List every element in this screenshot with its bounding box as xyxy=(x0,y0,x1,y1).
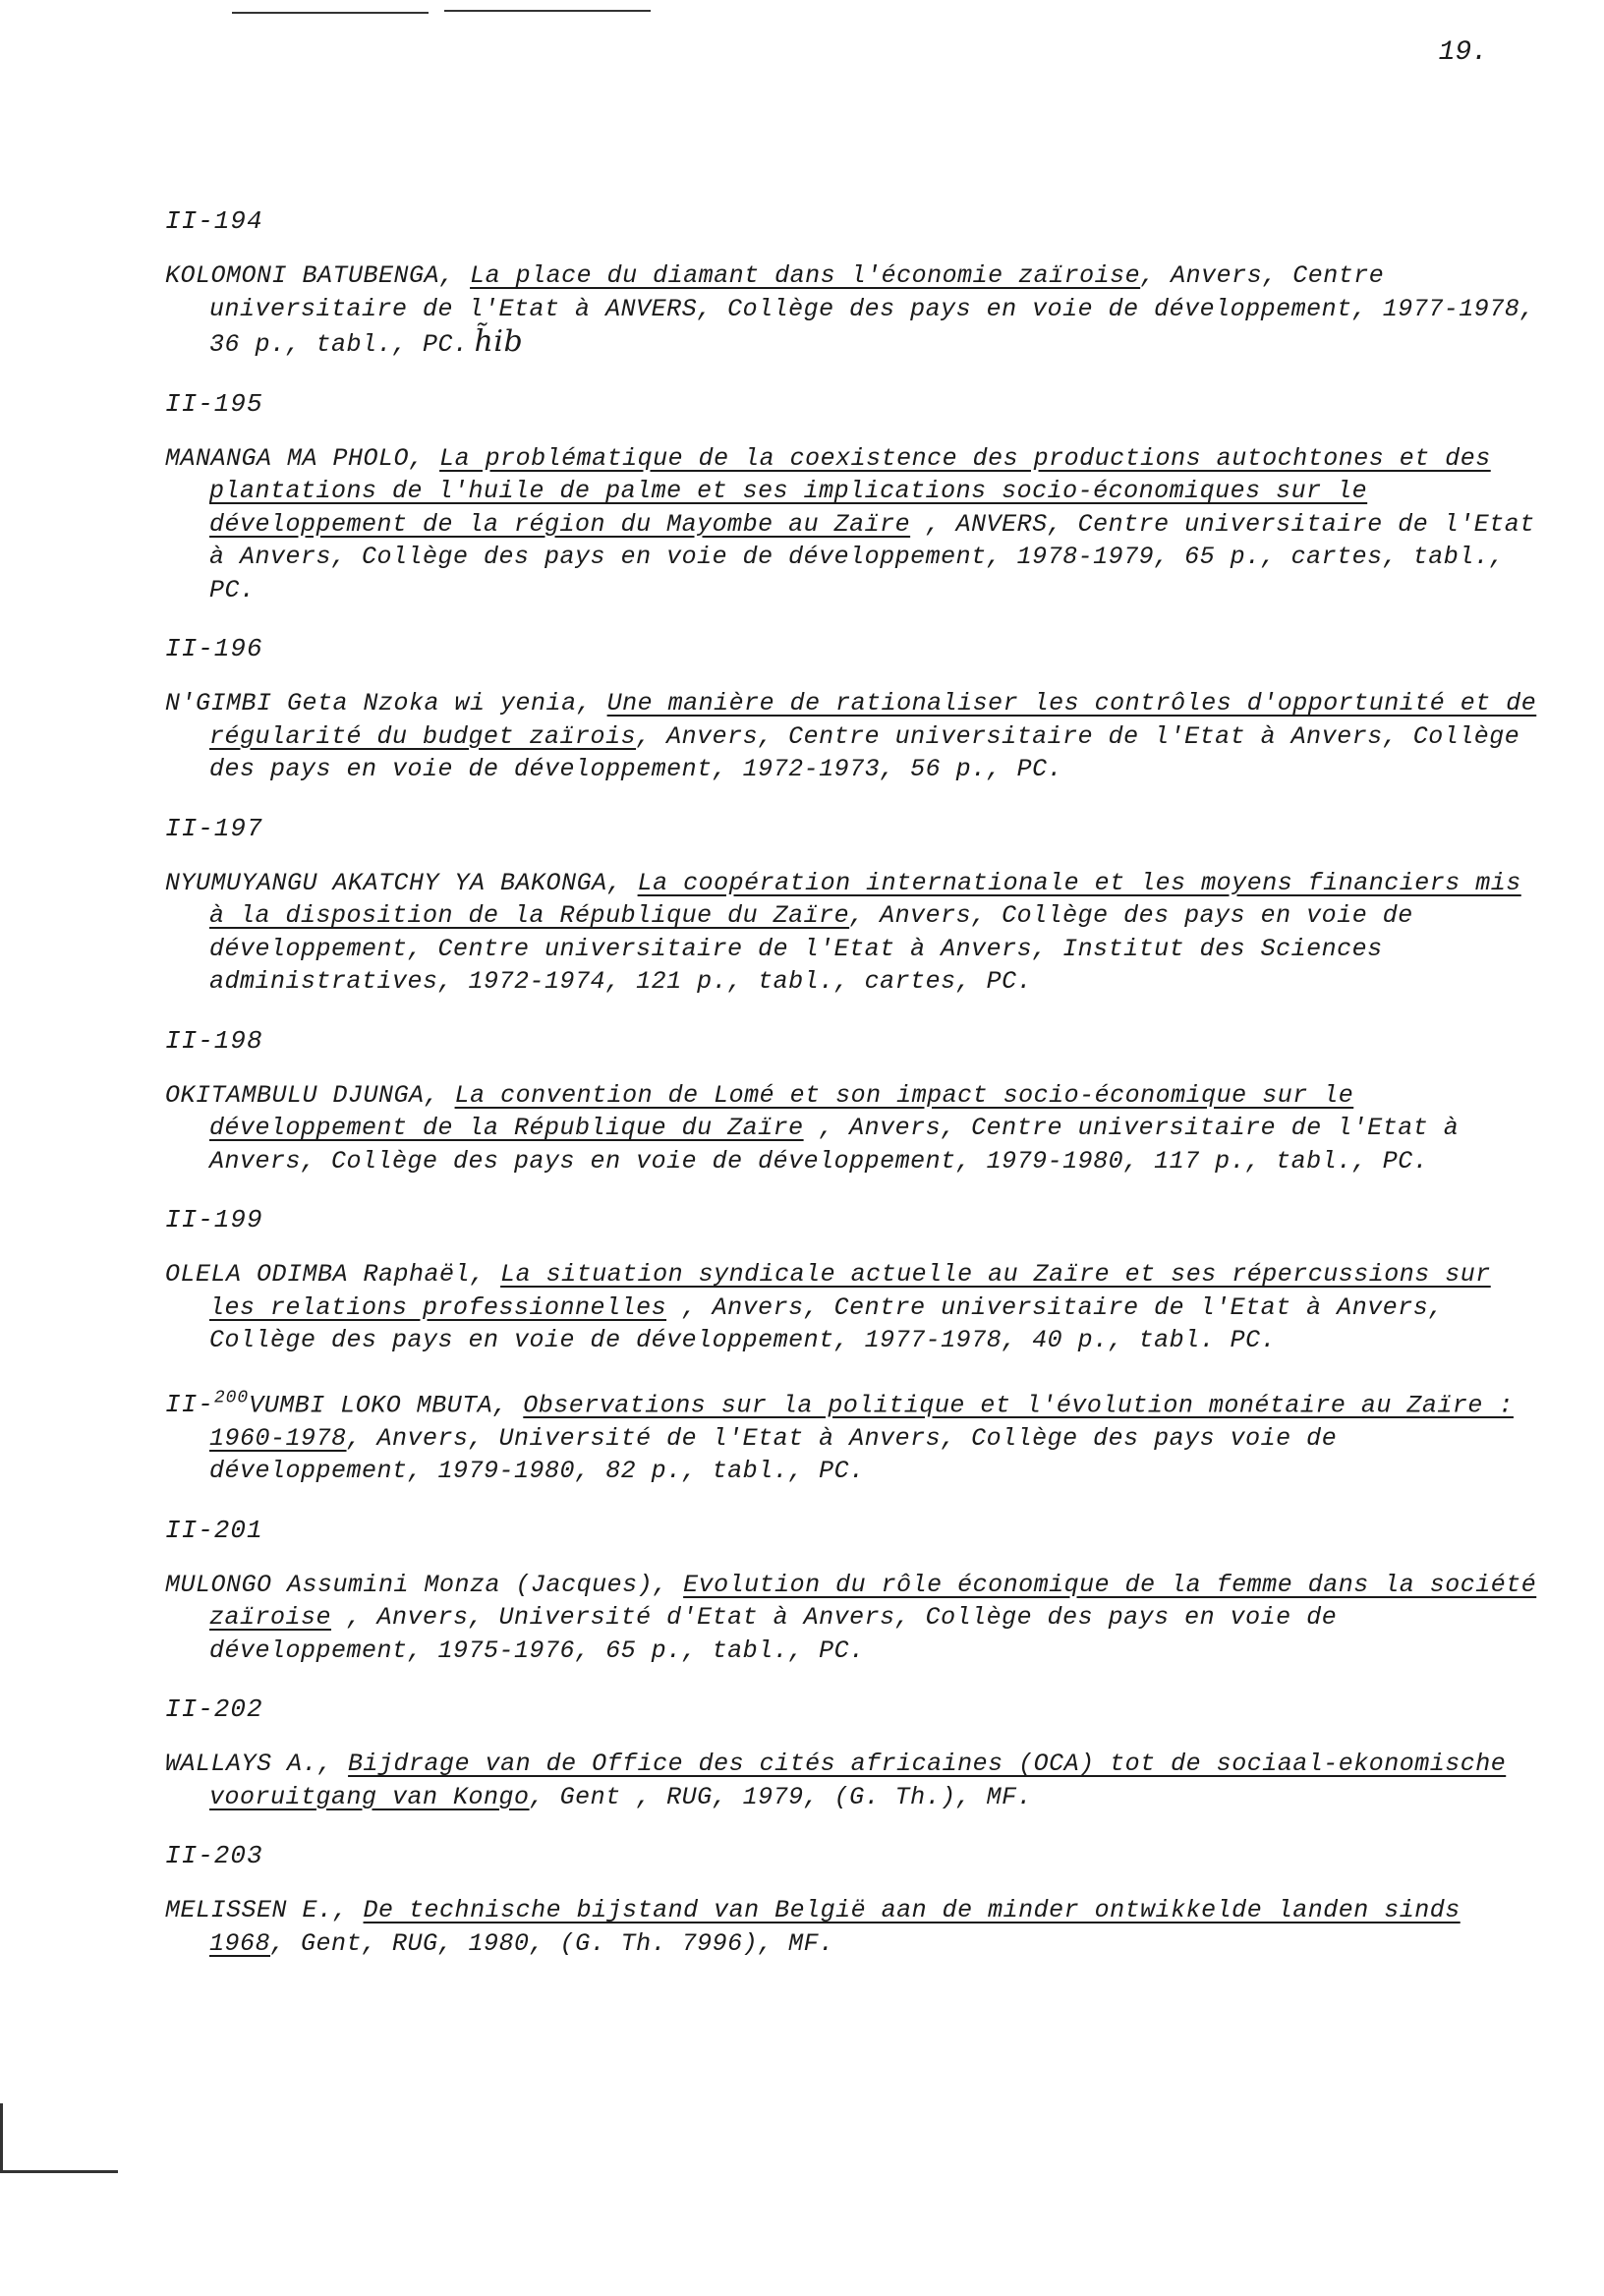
entry-text: OLELA ODIMBA Raphaël, La situation syndicale actuelle au Zaïre et ses répercussions sur les relations professionnelles , Anvers, Centre universitaire de l'Etat à Anvers, Collège des pays en voie de développement, 1977-1978, 40 p., tabl. PC. xyxy=(165,1260,1491,1354)
entry-author: MULONGO Assumini Monza (Jacques) xyxy=(165,1570,654,1599)
entry-text: WALLAYS A., Bijdrage van de Office des cités africaines (OCA) tot de sociaal-ekonomische vooruitgang van Kongo, Gent , RUG, 1979, (G. Th.), MF. xyxy=(165,1750,1507,1811)
entry-id-prefix: II- xyxy=(165,1390,214,1420)
entry-author: KOLOMONI BATUBENGA xyxy=(165,261,440,290)
left-scan-line xyxy=(0,2103,3,2172)
bottom-scan-line xyxy=(0,2170,118,2173)
entry-text: MANANGA MA PHOLO, La problématique de la coexistence des productions autochtones et des plantations de l'huile de palme et ses implications socio-économiques sur le développement de la région du Mayombe au Zaïre , ANVERS, Centre universitaire de l'Etat à Anvers, Collège des pays en voie de développement, 1978-1979, 65 p., cartes, tabl., PC. xyxy=(165,443,1535,604)
entry-text: MULONGO Assumini Monza (Jacques), Evolution du rôle économique de la femme dans la société zaïroise , Anvers, Université d'Etat à Anvers, Collège des pays en voie de développement, 1975-1976, 65 p., tabl., PC. xyxy=(165,1570,1537,1665)
entry-details: , Gent, RUG, 1980, (G. Th. 7996), MF. xyxy=(270,1928,834,1958)
entry-text: II-$^{200}$VUMBI LOKO MBUTA, Observations sur la politique et l'évolution monétaire au Zaïre : 1960-1978, Anvers, Université de l'Etat à Anvers, Collège des pays voie de développement, 1979-1980, 82 p., tabl., PC. xyxy=(165,1388,1514,1486)
list-item xyxy=(165,1839,1541,1960)
entry-title: La situation syndicale actuelle au Zaïre et ses répercussions sur les relations professionnelles xyxy=(209,1260,1491,1322)
entry-title: Bijdrage van de Office des cités africaines (OCA) tot de sociaal-ekonomische vooruitgang van Kongo xyxy=(209,1750,1507,1811)
bibliography-list xyxy=(165,204,1541,1985)
entry-id: II-199 xyxy=(165,1205,263,1234)
entry-id: II-203 xyxy=(165,1841,263,1871)
entry-author: N'GIMBI Geta Nzoka wi yenia xyxy=(165,689,577,718)
entry-details: , Anvers, Université de l'Etat à Anvers, Collège des pays voie de développement, 1979-1980, 82 p., tabl., PC. xyxy=(209,1423,1338,1486)
list-item xyxy=(165,1203,1541,1357)
entry-details: , Gent , RUG, 1979, (G. Th.), MF. xyxy=(529,1782,1033,1811)
handwritten-annotation: h̃ib xyxy=(474,324,524,359)
list-item xyxy=(165,387,1541,607)
entry-text: MELISSEN E., De technische bijstand van België aan de minder ontwikkelde landen sinds 1968, Gent, RUG, 1980, (G. Th. 7996), MF. xyxy=(165,1896,1461,1958)
entry-id xyxy=(165,1390,249,1419)
list-item xyxy=(165,1383,1541,1488)
entry-title: Observations sur la politique et l'évolution monétaire au Zaïre : 1960-1978 xyxy=(209,1391,1514,1453)
entry-details: , Anvers, Centre universitaire de l'Etat à ANVERS, Collège des pays en voie de développement, 1977-1978, 36 p., tabl., PC. xyxy=(209,261,1535,359)
entry-author: OKITAMBULU DJUNGA xyxy=(165,1080,425,1110)
entry-id: II-202 xyxy=(165,1694,263,1725)
entry-id: II-201 xyxy=(165,1515,263,1545)
list-item xyxy=(165,1514,1541,1668)
entry-title: Evolution du rôle économique de la femme dans la société zaïroise xyxy=(209,1570,1537,1633)
list-item xyxy=(165,1693,1541,1813)
entry-author: NYUMUYANGU AKATCHY YA BAKONGA xyxy=(165,868,607,897)
entry-author: MANANGA MA PHOLO xyxy=(165,443,410,473)
entry-text: OKITAMBULU DJUNGA, La convention de Lomé et son impact socio-économique sur le développement de la République du Zaïre , Anvers, Centre universitaire de l'Etat à Anvers, Collège des pays en voie de développement, 1979-1980, 117 p., tabl., PC. xyxy=(165,1080,1460,1176)
entry-details: , Anvers, Collège des pays en voie de développement, Centre universitaire de l'Etat à Anvers, Institut des Sciences administratives, 1972-1974, 121 p., tabl., cartes, PC. xyxy=(209,901,1413,996)
entry-details: , ANVERS, Centre universitaire de l'Etat à Anvers, Collège des pays en voie de développement, 1978-1979, 65 p., cartes, tabl., PC. xyxy=(209,509,1535,604)
entry-title: La place du diamant dans l'économie zaïroise xyxy=(470,261,1141,290)
entry-author: VUMBI LOKO MBUTA xyxy=(249,1391,493,1420)
list-item xyxy=(165,204,1541,362)
entry-author: WALLAYS A. xyxy=(165,1750,318,1779)
entry-author: OLELA ODIMBA Raphaël xyxy=(165,1260,471,1289)
entry-title: Une manière de rationaliser les contrôles d'opportunité et de régularité du budget zaïrois xyxy=(209,689,1537,751)
entry-details: , Anvers, Centre universitaire de l'Etat à Anvers, Collège des pays en voie de développement, 1977-1978, 40 p., tabl. PC. xyxy=(209,1292,1444,1354)
page-number: 19. xyxy=(1438,37,1488,68)
entry-author: MELISSEN E. xyxy=(165,1896,333,1925)
entry-details: , Anvers, Université d'Etat à Anvers, Collège des pays en voie de développement, 1975-1976, 65 p., tabl., PC. xyxy=(209,1603,1338,1665)
entry-details: , Anvers, Centre universitaire de l'Etat à Anvers, Collège des pays en voie de développement, 1979-1980, 117 p., tabl., PC. xyxy=(209,1114,1460,1176)
entry-title: La convention de Lomé et son impact socio-économique sur le développement de la République du Zaïre xyxy=(209,1080,1354,1142)
entry-id: II-196 xyxy=(165,634,263,663)
entry-title: De technische bijstand van België aan de minder ontwikkelde landen sinds 1968 xyxy=(209,1896,1461,1958)
entry-title: La coopération internationale et les moyens financiers mis à la disposition de la République du Zaïre xyxy=(209,868,1521,930)
entry-details: , Anvers, Centre universitaire de l'Etat à Anvers, Collège des pays en voie de développement, 1972-1973, 56 p., PC. xyxy=(209,721,1520,783)
top-scan-line xyxy=(232,12,429,14)
entry-text: N'GIMBI Geta Nzoka wi yenia, Une manière de rationaliser les contrôles d'opportunité et de régularité du budget zaïrois, Anvers, Centre universitaire de l'Etat à Anvers, Collège des pays en voie de développement, 1972-1973, 56 p., PC. xyxy=(165,689,1537,783)
top-scan-line-2 xyxy=(444,10,651,12)
entry-text: KOLOMONI BATUBENGA, La place du diamant dans l'économie zaïroise, Anvers, Centre universitaire de l'Etat à ANVERS, Collège des pays en voie de développement, 1977-1978, 36 p., tabl., PC. h̃ib xyxy=(165,261,1535,359)
entry-id: II-198 xyxy=(165,1025,263,1056)
entry-id: II-197 xyxy=(165,813,263,843)
entry-id: II-195 xyxy=(165,388,263,419)
entry-text: NYUMUYANGU AKATCHY YA BAKONGA, La coopération internationale et les moyens financiers mis à la disposition de la République du Zaïre, Anvers, Collège des pays en voie de développement, Centre universitaire de l'Etat à Anvers, Institut des Sciences administratives, 1972-1974, 121 p., tabl., cartes, PC. xyxy=(165,868,1521,996)
entry-id: II-194 xyxy=(165,206,263,236)
list-item xyxy=(165,812,1541,999)
entry-title: La problématique de la coexistence des productions autochtones et des plantations de l'huile de palme et ses implications socio-économiques sur le développement de la région du Mayombe au Zaïre xyxy=(209,443,1491,539)
entry-id-superscript: 200 xyxy=(213,1388,250,1408)
list-item xyxy=(165,632,1541,786)
list-item xyxy=(165,1024,1541,1178)
